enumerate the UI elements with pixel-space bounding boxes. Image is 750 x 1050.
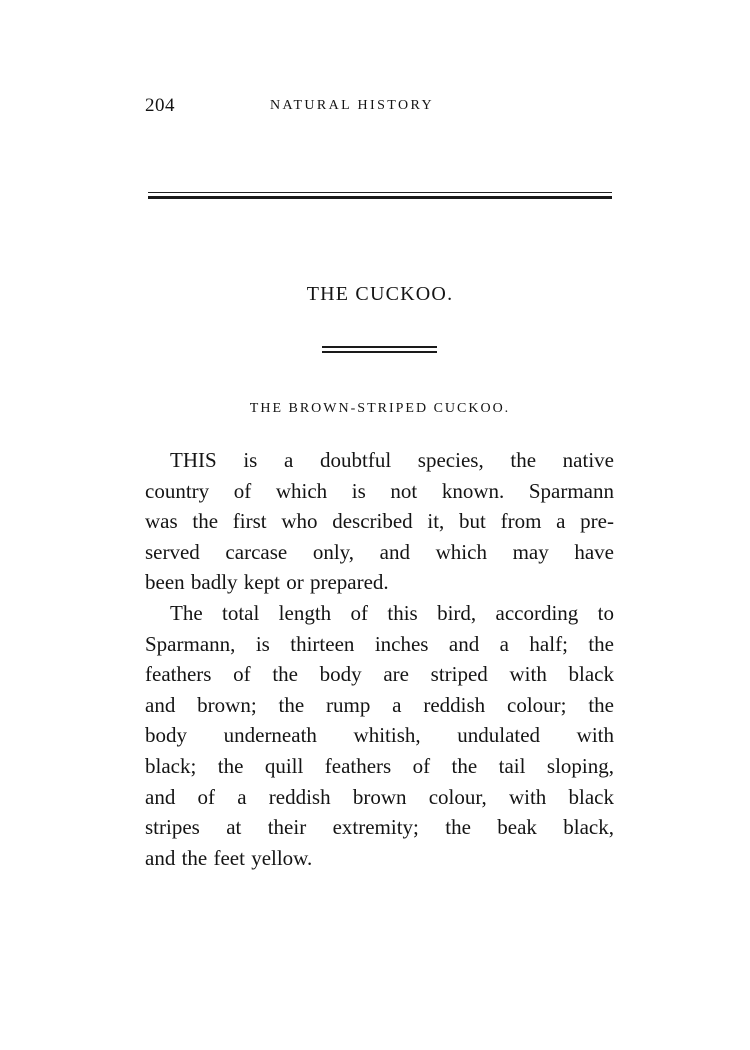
section-title: THE CUCKOO. — [306, 283, 454, 305]
top-rule-thick-line — [148, 196, 612, 199]
text-line: been badly kept or prepared. — [145, 570, 389, 595]
text-line: black; the quill feathers of the tail sloping, — [145, 753, 614, 778]
text-line: THIS is a doubtful species, the native — [170, 448, 614, 472]
running-head — [145, 95, 615, 119]
text-line: served carcase only, and which may have — [145, 539, 614, 564]
running-title: NATURAL HISTORY — [270, 98, 434, 113]
paragraph-2 — [145, 598, 614, 873]
text-line: and brown; the rump a reddish colour; the — [145, 692, 614, 717]
section-divider-rule — [322, 346, 437, 355]
text-line: Sparmann, is thirteen inches and a half; the — [145, 631, 614, 656]
text-line: and the feet yellow. — [145, 845, 313, 870]
text-line: stripes at their extremity; the beak black, — [145, 815, 614, 840]
text-line: country of which is not known. Sparmann — [145, 478, 614, 503]
species-subtitle: THE BROWN-STRIPED CUCKOO. — [249, 401, 511, 416]
text-line: and of a reddish brown colour, with black — [145, 784, 614, 809]
text-line: feathers of the body are striped with black — [145, 662, 614, 687]
text-line: The total length of this bird, according to — [170, 600, 614, 625]
body-text — [145, 445, 614, 873]
text-line: was the first who described it, but from a pre- — [145, 509, 614, 534]
paragraph-1 — [145, 445, 614, 598]
divider-line-lower — [322, 351, 437, 353]
top-rule-thin-line — [148, 192, 612, 193]
page-number: 204 — [145, 95, 175, 116]
divider-line-upper — [322, 346, 437, 348]
text-line: body underneath whitish, undulated with — [145, 723, 614, 748]
top-double-rule — [148, 192, 612, 201]
